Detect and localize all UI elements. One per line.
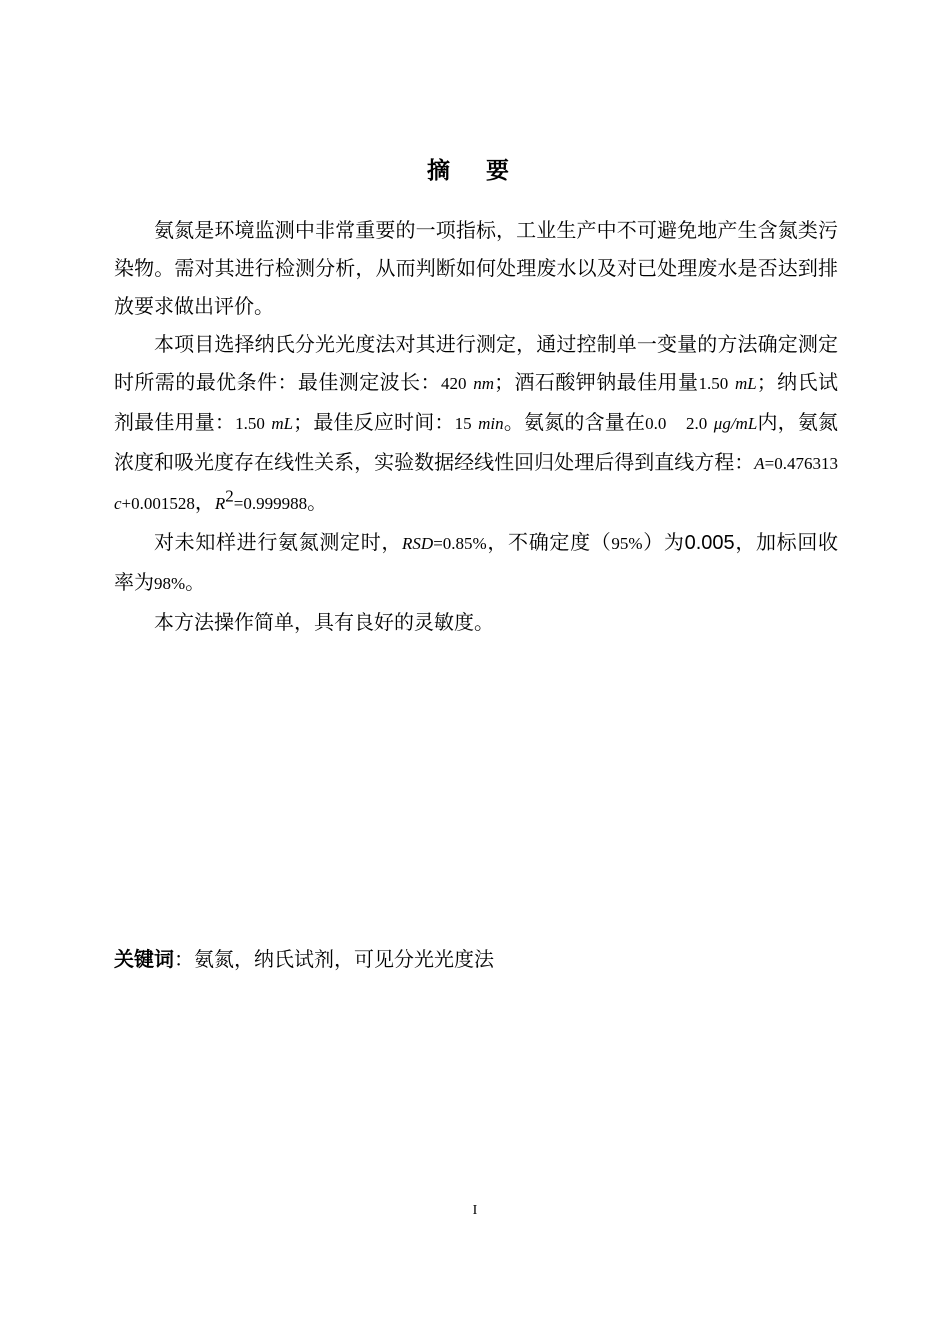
paragraph-intro: 氨氮是环境监测中非常重要的一项指标，工业生产中不可避免地产生含氮类污染物。需对其进行检测分析，从而判断如何处理废水以及对已处理废水是否达到排放要求做出评价。 (114, 218, 838, 318)
paragraph-results (114, 523, 838, 603)
keywords-label: 关键词 (114, 947, 174, 971)
tartrate-amount: 1.50 (698, 374, 729, 393)
method-text-7: ， (194, 490, 215, 514)
results-text-2: ，不确定度（ (486, 530, 612, 554)
method-text-8: 。 (307, 490, 328, 514)
nessler-amount: 1.50 (235, 414, 265, 433)
method-text-4: ；最佳反应时间： (293, 410, 455, 434)
reaction-time-value: 15 (454, 414, 472, 433)
tartrate-unit: mL (734, 374, 757, 393)
results-text-5: 。 (185, 570, 206, 594)
reaction-time-unit: min (478, 414, 504, 433)
abstract-heading: 摘 要 (426, 158, 523, 184)
r-squared-value: =0.999988 (233, 494, 308, 513)
uncertainty-value: 0.005 (684, 532, 735, 554)
equation-a: A (754, 454, 765, 473)
recovery-rate: 98% (154, 574, 186, 593)
equation-slope: =0.476313 (764, 454, 838, 473)
rsd-value: =0.85% (433, 534, 487, 553)
page-number: I (472, 1203, 478, 1218)
paragraph-method (114, 325, 838, 523)
wavelength-unit: nm (473, 374, 495, 393)
r-squared-exponent: 2 (225, 486, 234, 506)
method-text-3: ；纳氏试剂最佳用量： (114, 370, 839, 434)
equation-c: c (114, 494, 122, 513)
rsd-label: RSD (402, 534, 434, 553)
r-squared-r: R (214, 494, 226, 513)
paragraph-conclusion: 本方法操作简单，具有良好的灵敏度。 (154, 610, 494, 634)
abstract-body (114, 211, 838, 641)
results-text-3: ）为 (642, 530, 685, 554)
wavelength-value: 420 (440, 374, 467, 393)
method-text-5: 。氨氮的含量在 (503, 410, 646, 434)
keywords-separator: ： (174, 947, 194, 971)
keywords-line (114, 940, 494, 978)
range-low: 0.0 (645, 414, 667, 433)
method-text-1: 本项目选择纳氏分光光度法对其进行测定，通过控制单一变量的方法确定测定时所需的最优条件：最佳测定波长： (114, 332, 838, 394)
keywords-text: 氨氮，纳氏试剂，可见分光光度法 (194, 947, 494, 971)
results-text-4: ，加标回收率为 (114, 530, 839, 594)
range-unit: μg/mL (713, 414, 758, 433)
method-text-2: ；酒石酸钾钠最佳用量 (494, 370, 699, 394)
confidence-level: 95% (611, 534, 643, 553)
equation-intercept: +0.001528 (121, 494, 195, 513)
method-text-6: 内，氨氮浓度和吸光度存在线性关系，实验数据经线性回归处理后得到直线方程： (114, 410, 839, 474)
nessler-unit: mL (271, 414, 294, 433)
results-text-1: 对未知样进行氨氮测定时， (154, 530, 403, 554)
range-high: 2.0 (686, 414, 708, 433)
